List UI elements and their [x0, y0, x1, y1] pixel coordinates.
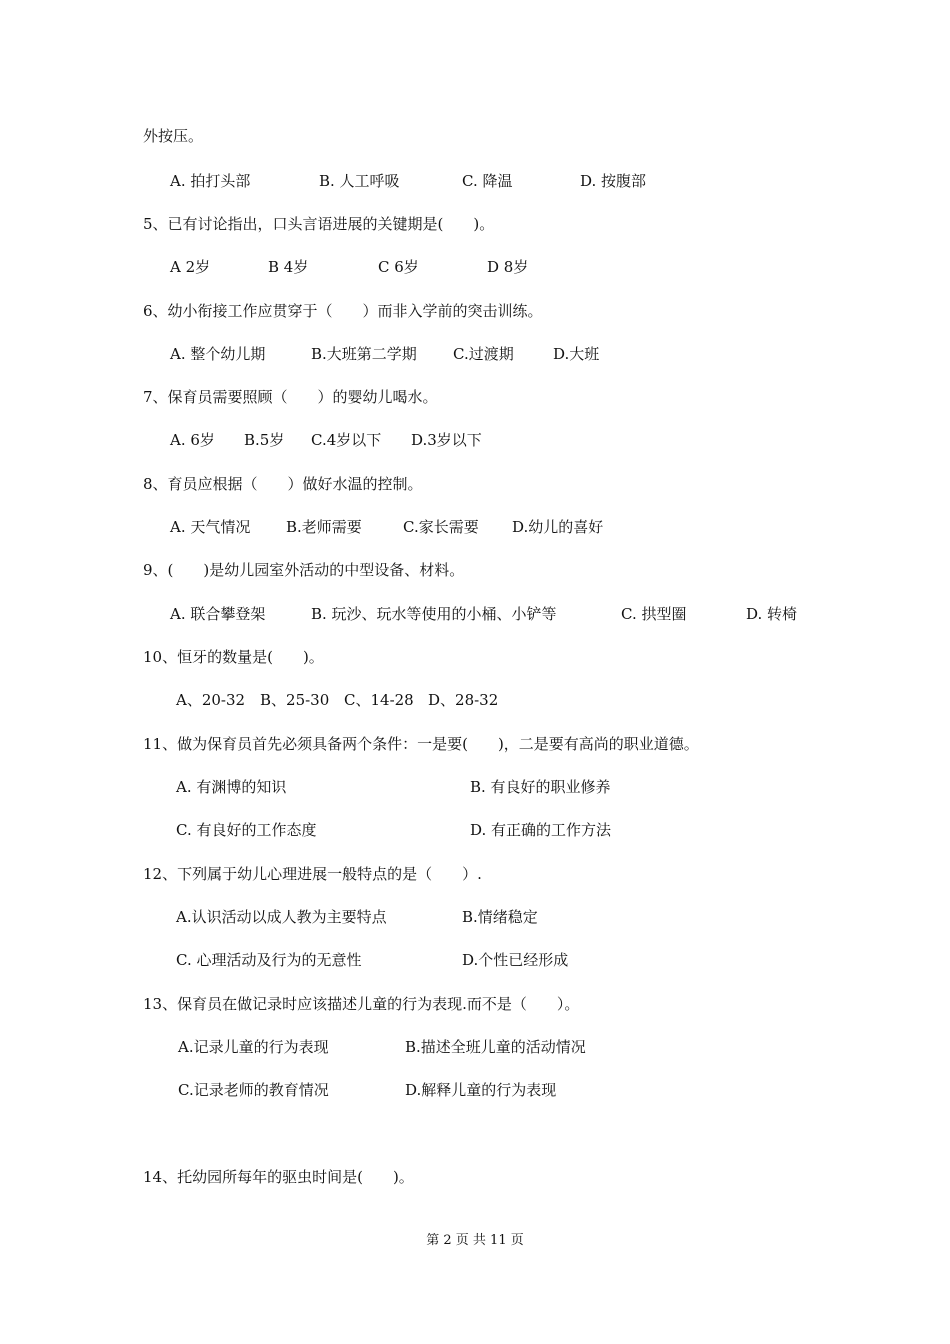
option-text: C.过渡期 — [453, 345, 514, 363]
option-text: B. 玩沙、玩水等使用的小桶、小铲等 — [311, 605, 557, 623]
option-text: B. 有良好的职业修养 — [470, 778, 611, 796]
option-text: B.大班第二学期 — [311, 345, 417, 363]
page-footer: 第 2 页 共 11 页 — [426, 1233, 524, 1248]
option-text: C.4岁以下 — [311, 431, 382, 449]
option-text: D. 按腹部 — [580, 172, 647, 190]
continuation-text: 外按压。 — [143, 127, 204, 145]
option-text: A. 联合攀登架 — [170, 605, 266, 623]
question-stem: 9、( )是幼儿园室外活动的中型设备、材料。 — [143, 561, 465, 579]
option-text: C. 拱型圈 — [621, 605, 687, 623]
option-text: C. 降温 — [462, 172, 513, 190]
option-text: A. 整个幼儿期 — [170, 345, 266, 363]
option-text: B.5岁 — [244, 431, 285, 449]
question-stem: 6、幼小衔接工作应贯穿于（ ）而非入学前的突击训练。 — [143, 302, 543, 320]
option-text: D.解释儿童的行为表现 — [405, 1081, 557, 1099]
option-text: C.家长需要 — [403, 518, 479, 536]
option-text: A.认识活动以成人教为主要特点 — [176, 908, 387, 926]
option-text: B.老师需要 — [286, 518, 362, 536]
option-text: D. 转椅 — [746, 605, 798, 623]
option-text: C. 心理活动及行为的无意性 — [176, 951, 362, 969]
option-text: C 6岁 — [378, 258, 419, 276]
question-stem: 5、已有讨论指出，口头言语进展的关键期是( )。 — [143, 215, 495, 233]
option-text: A. 拍打头部 — [170, 172, 251, 190]
option-text: B.情绪稳定 — [462, 908, 538, 926]
option-text: D、28-32 — [428, 691, 499, 709]
option-text: A 2岁 — [170, 258, 211, 276]
question-stem: 8、育员应根据（ ）做好水温的控制。 — [143, 475, 423, 493]
option-text: B.描述全班儿童的活动情况 — [405, 1038, 586, 1056]
option-text: B、25-30 — [260, 691, 330, 709]
option-text: D 8岁 — [487, 258, 529, 276]
option-text: C. 有良好的工作态度 — [176, 821, 317, 839]
question-stem: 7、保育员需要照顾（ ）的婴幼儿喝水。 — [143, 388, 438, 406]
option-text: A.记录儿童的行为表现 — [178, 1038, 329, 1056]
question-stem: 14、托幼园所每年的驱虫时间是( )。 — [143, 1168, 414, 1186]
option-text: A. 天气情况 — [170, 518, 251, 536]
option-text: A. 有渊博的知识 — [176, 778, 287, 796]
question-stem: 13、保育员在做记录时应该描述儿童的行为表现.而不是（ ）。 — [143, 995, 580, 1013]
option-text: A. 6岁 — [170, 431, 215, 449]
option-text: D.幼儿的喜好 — [512, 518, 604, 536]
question-stem: 12、下列属于幼儿心理进展一般特点的是（ ）. — [143, 865, 482, 883]
question-stem: 11、做为保育员首先必须具备两个条件：一是要( )，二是要有高尚的职业道德。 — [143, 735, 699, 753]
option-text: B. 人工呼吸 — [319, 172, 400, 190]
option-text: C.记录老师的教育情况 — [178, 1081, 329, 1099]
option-text: D.个性已经形成 — [462, 951, 569, 969]
option-text: D. 有正确的工作方法 — [470, 821, 612, 839]
option-text: A、20-32 — [176, 691, 246, 709]
question-stem: 10、恒牙的数量是( )。 — [143, 648, 324, 666]
option-text: C、14-28 — [344, 691, 414, 709]
option-text: D.大班 — [553, 345, 600, 363]
option-text: B 4岁 — [268, 258, 309, 276]
option-text: D.3岁以下 — [411, 431, 482, 449]
